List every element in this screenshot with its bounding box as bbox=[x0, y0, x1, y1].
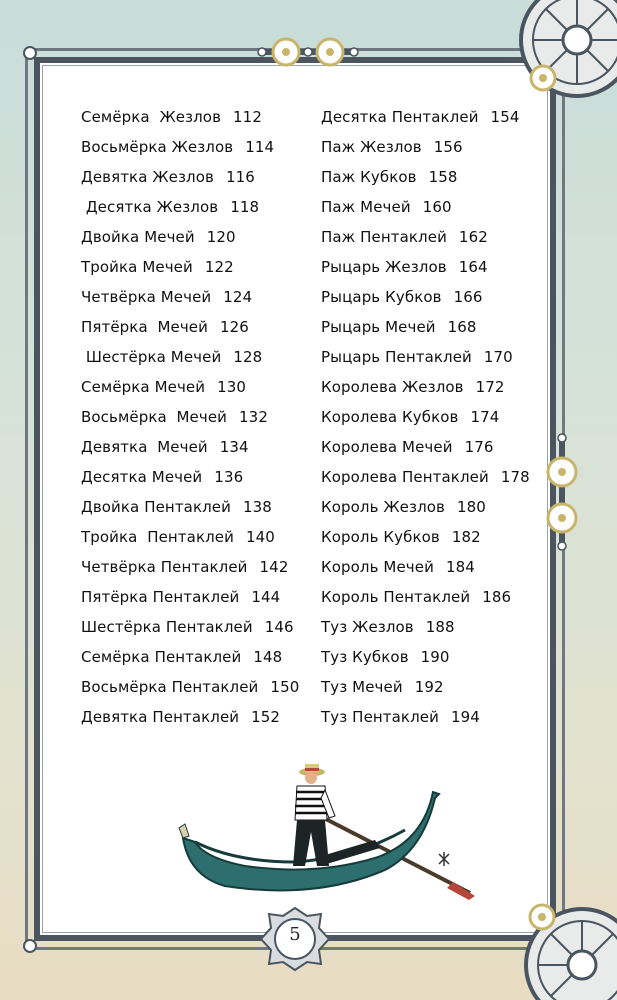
toc-entry-page: 166 bbox=[453, 288, 483, 306]
toc-entry bbox=[321, 404, 530, 434]
corner-jewel-icon bbox=[20, 43, 40, 63]
toc-entry bbox=[81, 164, 299, 194]
toc-entry-title: Рыцарь Мечей bbox=[321, 318, 436, 336]
toc-entry-title: Десятка Пентаклей bbox=[321, 108, 479, 126]
toc-entry bbox=[81, 554, 299, 584]
toc-entry-page: 112 bbox=[233, 108, 262, 126]
toc-entry-page: 118 bbox=[230, 198, 260, 216]
toc-entry bbox=[321, 674, 530, 704]
toc-entry bbox=[321, 344, 530, 374]
rose-window-bottom-right-icon bbox=[512, 895, 617, 1000]
toc-entry bbox=[321, 164, 530, 194]
toc-entry-title: Король Кубков bbox=[321, 528, 440, 546]
toc-entry-title: Рыцарь Жезлов bbox=[321, 258, 447, 276]
rose-window-top-right-icon bbox=[515, 0, 617, 110]
toc-entry-title: Тройка Пентаклей bbox=[81, 528, 234, 546]
toc-entry-page: 150 bbox=[270, 678, 300, 696]
toc-entry-title: Король Пентаклей bbox=[321, 588, 471, 606]
toc-entry bbox=[81, 254, 299, 284]
toc-entry-title: Королева Мечей bbox=[321, 438, 453, 456]
toc-entry-page: 120 bbox=[206, 228, 236, 246]
toc-entry-title: Рыцарь Пентаклей bbox=[321, 348, 472, 366]
toc-entry-title: Девятка Мечей bbox=[81, 438, 208, 456]
toc-entry-title: Туз Жезлов bbox=[321, 618, 414, 636]
toc-entry bbox=[321, 554, 530, 584]
toc-entry-title: Двойка Мечей bbox=[81, 228, 195, 246]
toc-entry bbox=[81, 494, 299, 524]
toc-entry-page: 122 bbox=[204, 258, 234, 276]
toc-entry bbox=[321, 374, 530, 404]
toc-entry bbox=[321, 644, 530, 674]
toc-entry-title: Десятка Мечей bbox=[81, 468, 203, 486]
toc-entry-title: Семёрка Жезлов bbox=[81, 108, 222, 126]
toc-entry bbox=[81, 104, 299, 134]
toc-entry-page: 192 bbox=[414, 678, 444, 696]
toc-entry-title: Король Мечей bbox=[321, 558, 434, 576]
toc-entry-title: Рыцарь Кубков bbox=[321, 288, 442, 306]
toc-entry-page: 134 bbox=[219, 438, 249, 456]
toc-entry bbox=[321, 194, 530, 224]
toc-entry-page: 142 bbox=[259, 558, 289, 576]
toc-entry-page: 146 bbox=[264, 618, 294, 636]
toc-entry-page: 126 bbox=[220, 318, 249, 336]
toc-entry-page: 136 bbox=[214, 468, 244, 486]
toc-entry-page: 174 bbox=[470, 408, 500, 426]
toc-entry bbox=[321, 584, 530, 614]
toc-entry-title: Пятёрка Пентаклей bbox=[81, 588, 240, 606]
toc-entry-page: 170 bbox=[483, 348, 513, 366]
toc-entry-page: 168 bbox=[447, 318, 477, 336]
toc-entry-title: Паж Пентаклей bbox=[321, 228, 447, 246]
corner-jewel-icon bbox=[20, 936, 40, 956]
toc-entry-title: Восьмёрка Жезлов bbox=[81, 138, 234, 156]
toc-entry-page: 128 bbox=[233, 348, 263, 366]
toc-entry bbox=[321, 104, 530, 134]
toc-entry-title: Туз Кубков bbox=[321, 648, 409, 666]
toc-entry bbox=[321, 254, 530, 284]
side-medallion-icon bbox=[543, 430, 583, 554]
toc-right-column bbox=[321, 104, 530, 734]
toc-entry bbox=[81, 314, 299, 344]
toc-entry-title: Королева Кубков bbox=[321, 408, 459, 426]
toc-entry-page: 180 bbox=[457, 498, 486, 516]
toc-entry-title: Паж Жезлов bbox=[321, 138, 422, 156]
toc-entry-title: Восьмёрка Пентаклей bbox=[81, 678, 259, 696]
toc-entry bbox=[81, 284, 299, 314]
toc-entry bbox=[81, 434, 299, 464]
toc-entry bbox=[81, 644, 299, 674]
toc-entry-title: Король Жезлов bbox=[321, 498, 445, 516]
toc-entry bbox=[81, 704, 299, 734]
toc-entry-page: 176 bbox=[464, 438, 494, 456]
toc-entry bbox=[321, 284, 530, 314]
toc-entry-page: 156 bbox=[433, 138, 463, 156]
toc-entry-page: 160 bbox=[422, 198, 452, 216]
toc-entry-page: 154 bbox=[490, 108, 520, 126]
toc-entry-page: 124 bbox=[223, 288, 253, 306]
toc-entry-page: 172 bbox=[475, 378, 505, 396]
toc-entry bbox=[321, 224, 530, 254]
toc-entry-page: 194 bbox=[450, 708, 480, 726]
toc-entry-page: 144 bbox=[251, 588, 281, 606]
toc-entry-page: 132 bbox=[239, 408, 268, 426]
toc-entry bbox=[81, 374, 299, 404]
toc-entry bbox=[321, 704, 530, 734]
toc-entry-page: 188 bbox=[425, 618, 455, 636]
toc-entry-page: 152 bbox=[251, 708, 281, 726]
page-number: 5 bbox=[289, 924, 301, 945]
toc-entry-title: Девятка Жезлов bbox=[81, 168, 214, 186]
toc-entry-page: 178 bbox=[500, 468, 530, 486]
toc-entry bbox=[81, 134, 299, 164]
toc-entry-page: 114 bbox=[245, 138, 275, 156]
toc-entry bbox=[321, 464, 530, 494]
gondolier-illustration-icon bbox=[175, 758, 480, 908]
toc-entry-page: 138 bbox=[242, 498, 272, 516]
toc-entry bbox=[81, 674, 299, 704]
toc-entry-title: Королева Жезлов bbox=[321, 378, 464, 396]
toc-entry-title: Четвёрка Мечей bbox=[81, 288, 212, 306]
toc-entry-title: Пятёрка Мечей bbox=[81, 318, 208, 336]
toc-entry-title: Девятка Пентаклей bbox=[81, 708, 240, 726]
toc-entry-title: Восьмёрка Мечей bbox=[81, 408, 228, 426]
toc-entry bbox=[81, 194, 299, 224]
toc-entry-title: Четвёрка Пентаклей bbox=[81, 558, 248, 576]
top-medallion-icon bbox=[256, 36, 360, 68]
toc-entry-title: Паж Кубков bbox=[321, 168, 417, 186]
toc-entry bbox=[321, 614, 530, 644]
toc-entry-title: Тройка Мечей bbox=[81, 258, 193, 276]
toc-entry bbox=[321, 524, 530, 554]
toc-entry-page: 190 bbox=[420, 648, 450, 666]
toc-entry-page: 186 bbox=[482, 588, 512, 606]
toc-entry bbox=[321, 494, 530, 524]
toc-entry bbox=[321, 434, 530, 464]
toc-entry bbox=[81, 584, 299, 614]
toc-entry-title: Шестёрка Пентаклей bbox=[81, 618, 253, 636]
toc-entry-page: 130 bbox=[217, 378, 247, 396]
toc-entry-page: 162 bbox=[458, 228, 488, 246]
toc-entry-page: 148 bbox=[253, 648, 283, 666]
toc-entry-title: Семёрка Пентаклей bbox=[81, 648, 242, 666]
toc-entry-page: 182 bbox=[451, 528, 481, 546]
toc-entry-title: Туз Пентаклей bbox=[321, 708, 439, 726]
toc-entry-title: Шестёрка Мечей bbox=[81, 348, 222, 366]
toc-entry-page: 140 bbox=[245, 528, 275, 546]
toc-entry bbox=[81, 524, 299, 554]
toc-entry-page: 116 bbox=[225, 168, 255, 186]
toc-entry-title: Туз Мечей bbox=[321, 678, 403, 696]
toc-entry-title: Паж Мечей bbox=[321, 198, 411, 216]
toc-entry-title: Семёрка Мечей bbox=[81, 378, 206, 396]
toc-entry bbox=[81, 344, 299, 374]
toc-entry bbox=[81, 464, 299, 494]
toc-entry bbox=[81, 404, 299, 434]
toc-left-column bbox=[81, 104, 299, 734]
toc-entry-title: Двойка Пентаклей bbox=[81, 498, 231, 516]
toc-entry-page: 158 bbox=[428, 168, 458, 186]
toc-entry-title: Королева Пентаклей bbox=[321, 468, 489, 486]
toc-entry-title: Десятка Жезлов bbox=[81, 198, 219, 216]
toc-entry bbox=[321, 134, 530, 164]
page-number-medallion bbox=[259, 906, 331, 972]
toc-entry-page: 164 bbox=[458, 258, 488, 276]
toc-entry bbox=[81, 224, 299, 254]
toc-entry bbox=[81, 614, 299, 644]
toc-entry-page: 184 bbox=[445, 558, 475, 576]
toc-entry bbox=[321, 314, 530, 344]
